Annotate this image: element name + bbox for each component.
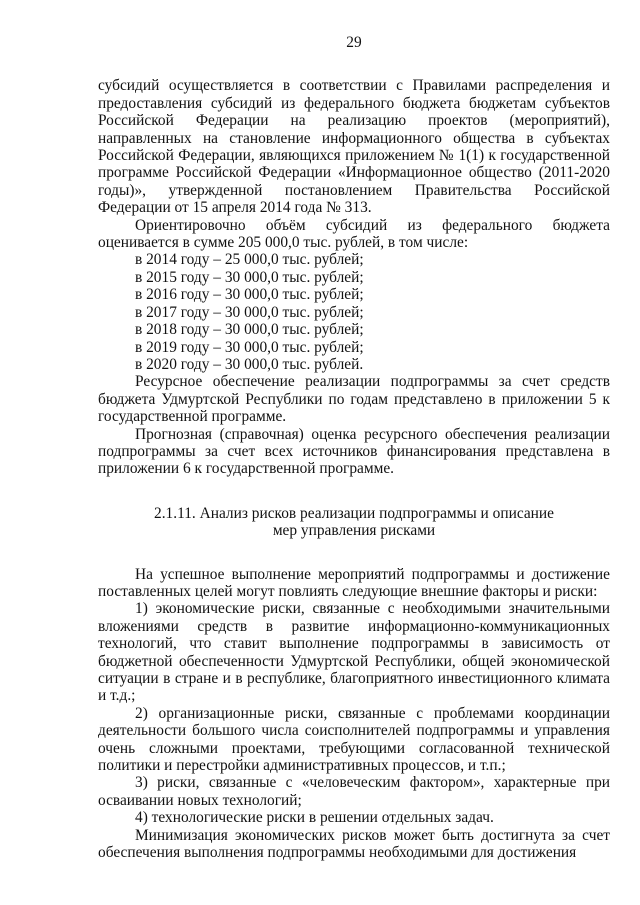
list-item-year-2019: в 2019 году – 30 000,0 тыс. рублей;	[135, 338, 364, 356]
spacer	[98, 540, 610, 566]
list-item-year-2016: в 2016 году – 30 000,0 тыс. рублей;	[135, 286, 364, 304]
paragraph-risk-intro: На успешное выполнение мероприятий подпрограммы и достижение поставленных целей могут повлиять следующие внешние факторы и риски:	[98, 565, 610, 600]
spacer	[98, 478, 610, 505]
paragraph-subsidy-rules: субсидий осуществляется в соответствии с Правилами распределения и предоставления субсидий из федерального бюджета бюджетам субъектов Российской Федерации на реализацию проектов (мероприятий), направленных на становление информационного общества в субъектах Российской Федерации, являющихся приложением № 1(1) к государственной программе Российской Федерации «Информационное общество (2011-2020 годы)», утвержденной постановлением Правительства Российской Федерации от 15 апреля 2014 года № 313.	[98, 77, 610, 217]
page-number: 29	[346, 34, 362, 51]
list-item-year-2017: в 2017 году – 30 000,0 тыс. рублей;	[135, 303, 364, 321]
section-heading-line-1: 2.1.11. Анализ рисков реализации подпрограммы и описание	[154, 504, 554, 522]
paragraph-budget-funding: Ресурсное обеспечение реализации подпрограммы за счет средств бюджета Удмуртской Республики по годам представлено в приложении 5 к государственной программе.	[98, 373, 610, 426]
list-item-year-2015: в 2015 году – 30 000,0 тыс. рублей;	[135, 268, 364, 286]
risk-item-technological: 4) технологические риски в решении отдельных задач.	[135, 809, 494, 827]
paragraph-risk-minimization: Минимизация экономических рисков может быть достигнута за счет обеспечения выполнения подпрограммы необходимыми для достижения	[98, 826, 610, 862]
paragraph-forecast-funding: Прогнозная (справочная) оценка ресурсного обеспечения реализации подпрограммы за счет всех источников финансирования представлена в приложении 6 к государственной программе.	[98, 425, 610, 478]
list-item-year-2020: в 2020 году – 30 000,0 тыс. рублей.	[135, 355, 364, 373]
risk-item-organizational: 2) организационные риски, связанные с проблемами координации деятельности большого числа соисполнителей подпрограммы и управления очень сложными проектами, требующими согласованной технической политики и перестройки административных процессов, и т.п.;	[98, 704, 610, 775]
section-heading-line-2: мер управления рисками	[272, 522, 436, 540]
paragraph-subsidy-amount: Ориентировочно объём субсидий из федерального бюджета оценивается в сумме 205 000,0 тыс. рублей, в том числе:	[98, 216, 610, 252]
list-item-year-2018: в 2018 году – 30 000,0 тыс. рублей;	[135, 321, 364, 339]
yearly-subsidy-list	[98, 251, 610, 373]
risk-item-economic: 1) экономические риски, связанные с необходимыми значительными вложениями средств в развитие информационно-коммуникационных технологий, что ставит выполнение подпрограммы в зависимость от бюджетной обеспеченности Удмуртской Республики, общей экономической ситуации в стране и в республике, благоприятного инвестиционного климата и т.д.;	[98, 600, 610, 705]
list-item-year-2014: в 2014 году – 25 000,0 тыс. рублей;	[135, 251, 364, 269]
risk-item-human-factor: 3) риски, связанные с «человеческим фактором», характерные при осваивании новых технологий;	[98, 774, 610, 809]
